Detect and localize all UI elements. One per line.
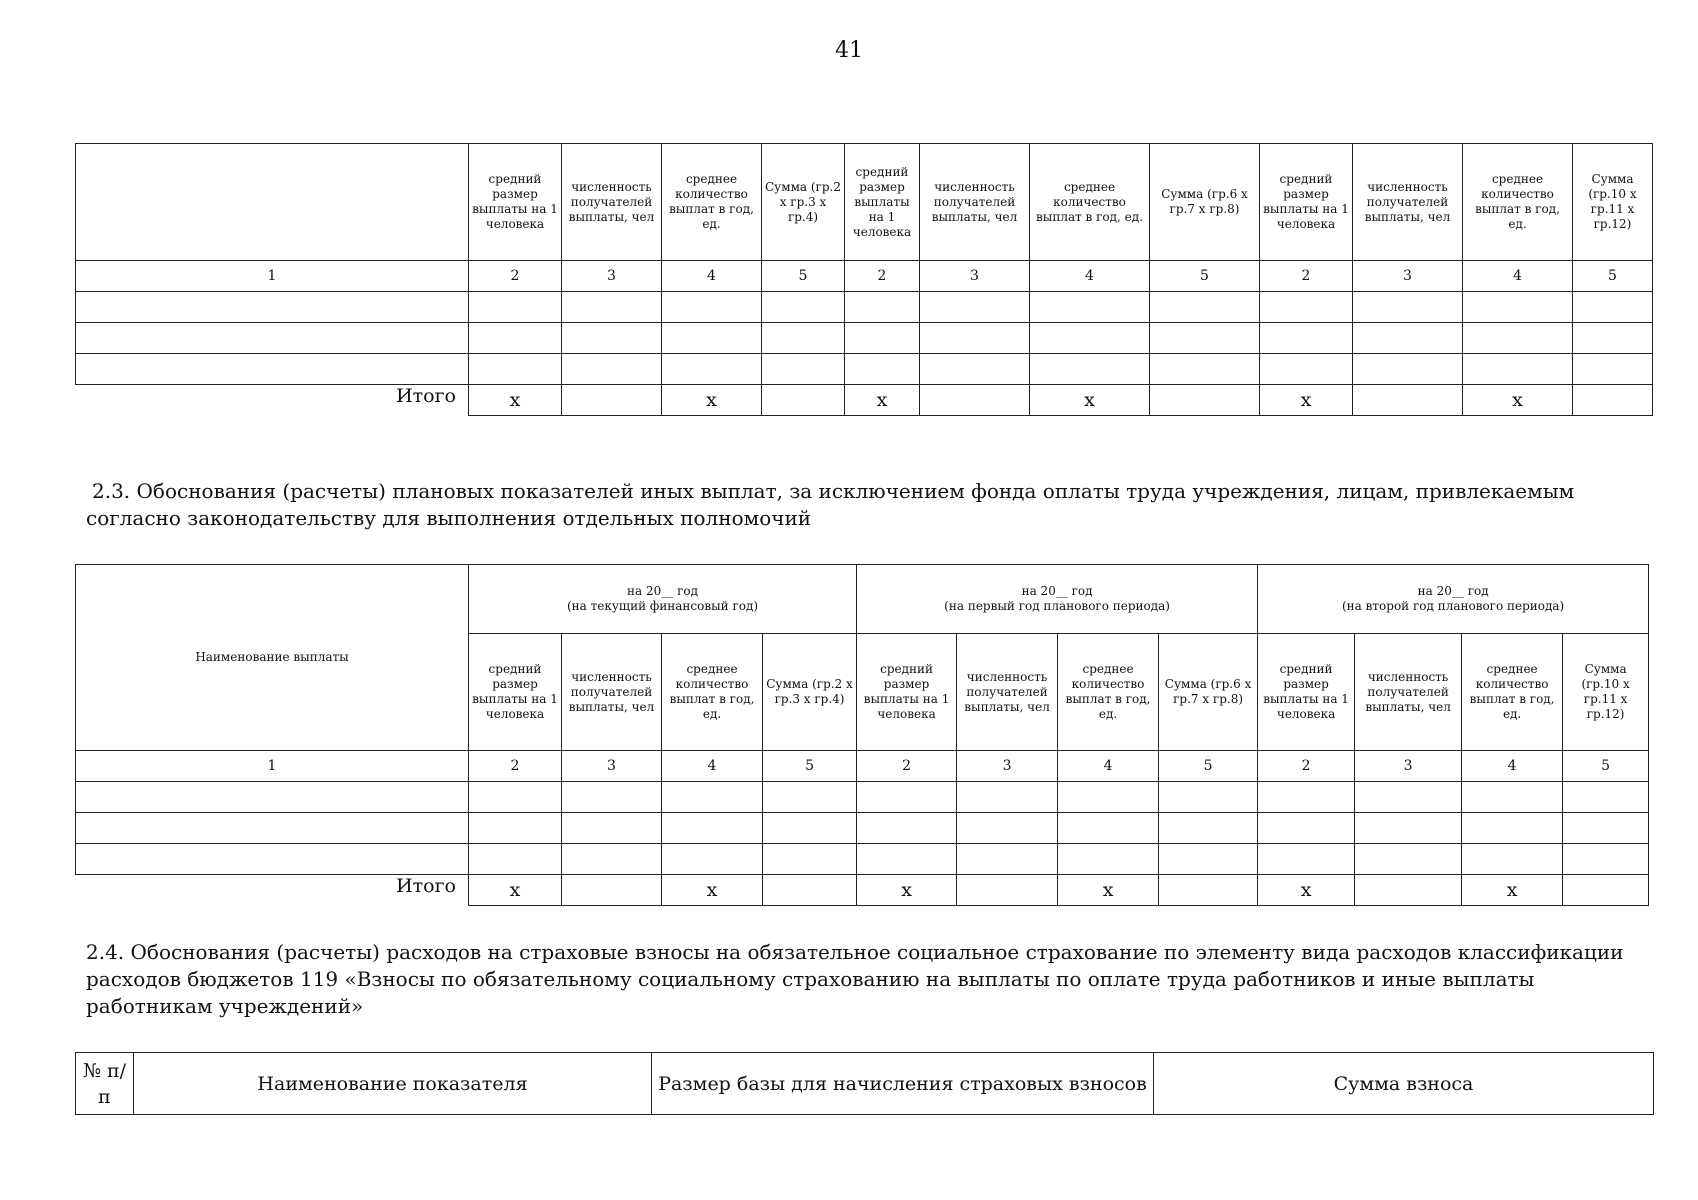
header-cell: среднее количество выплат в год, ед. bbox=[662, 634, 763, 751]
column-number: 3 bbox=[957, 751, 1058, 782]
total-cell bbox=[763, 875, 857, 906]
total-label: Итого bbox=[76, 875, 469, 906]
total-cell bbox=[1573, 385, 1653, 416]
total-cell bbox=[562, 385, 662, 416]
total-cell: x bbox=[857, 875, 957, 906]
header-cell: средний размер выплаты на 1 человека bbox=[845, 144, 920, 261]
header-cell: средний размер выплаты на 1 человека bbox=[1258, 634, 1355, 751]
header-cell: среднее количество выплат в год, ед. bbox=[1463, 144, 1573, 261]
column-number: 3 bbox=[562, 261, 662, 292]
column-number: 2 bbox=[469, 751, 562, 782]
column-number: 2 bbox=[469, 261, 562, 292]
period-desc: (на текущий финансовый год) bbox=[566, 599, 759, 613]
period-header-first-plan bbox=[857, 565, 1258, 634]
table-row bbox=[76, 323, 1653, 354]
column-number: 1 bbox=[76, 261, 469, 292]
total-cell bbox=[1355, 875, 1462, 906]
table-insurance-contributions bbox=[75, 1052, 1654, 1115]
header-cell: средний размер выплаты на 1 человека bbox=[1260, 144, 1353, 261]
total-cell: x bbox=[845, 385, 920, 416]
period-desc: (на первый год планового периода) bbox=[944, 599, 1170, 613]
column-number-row bbox=[76, 751, 1649, 782]
header-cell: среднее количество выплат в год, ед. bbox=[1462, 634, 1563, 751]
total-cell: x bbox=[662, 385, 762, 416]
total-cell bbox=[1150, 385, 1260, 416]
column-number: 4 bbox=[1058, 751, 1159, 782]
header-cell: Сумма (гр.2 x гр.3 x гр.4) bbox=[763, 634, 857, 751]
column-number-row bbox=[76, 261, 1653, 292]
total-cell bbox=[762, 385, 845, 416]
section-2-3-heading: 2.3. Обоснования (расчеты) плановых показателей иных выплат, за исключением фонда оплаты труда учреждения, лицам, привлекаемым согласно законодательству для выполнения отдельных полномочий bbox=[86, 479, 1575, 530]
total-cell: x bbox=[1462, 875, 1563, 906]
header-cell: Сумма взноса bbox=[1154, 1053, 1654, 1115]
header-cell: Сумма (гр.2 x гр.3 x гр.4) bbox=[762, 144, 845, 261]
column-number: 4 bbox=[1030, 261, 1150, 292]
period-header-row bbox=[76, 565, 1649, 634]
column-number: 2 bbox=[845, 261, 920, 292]
header-cell: средний размер выплаты на 1 человека bbox=[469, 144, 562, 261]
header-cell: среднее количество выплат в год, ед. bbox=[662, 144, 762, 261]
period-year: на 20__ год bbox=[1021, 584, 1093, 598]
column-number: 2 bbox=[1258, 751, 1355, 782]
header-cell: Наименование показателя bbox=[134, 1053, 652, 1115]
column-number: 3 bbox=[1355, 751, 1462, 782]
period-header-second-plan bbox=[1258, 565, 1649, 634]
total-row bbox=[76, 875, 1649, 906]
total-cell: x bbox=[469, 385, 562, 416]
header-cell: среднее количество выплат в год, ед. bbox=[1030, 144, 1150, 261]
header-cell: численность получателей выплаты, чел bbox=[1355, 634, 1462, 751]
total-cell: x bbox=[1463, 385, 1573, 416]
header-cell: численность получателей выплаты, чел bbox=[562, 634, 662, 751]
table-row bbox=[76, 782, 1649, 813]
header-cell: Сумма (гр.10 x гр.11 x гр.12) bbox=[1563, 634, 1649, 751]
period-year: на 20__ год bbox=[1417, 584, 1489, 598]
table-row bbox=[76, 292, 1653, 323]
column-number: 3 bbox=[920, 261, 1030, 292]
column-number: 4 bbox=[1463, 261, 1573, 292]
column-number: 3 bbox=[1353, 261, 1463, 292]
total-cell bbox=[920, 385, 1030, 416]
header-cell: Сумма (гр.6 x гр.7 x гр.8) bbox=[1150, 144, 1260, 261]
header-cell: средний размер выплаты на 1 человека bbox=[469, 634, 562, 751]
period-desc: (на второй год планового периода) bbox=[1342, 599, 1565, 613]
table-row bbox=[76, 813, 1649, 844]
header-cell bbox=[76, 144, 469, 261]
header-cell: средний размер выплаты на 1 человека bbox=[857, 634, 957, 751]
total-cell: x bbox=[469, 875, 562, 906]
page-number: 41 bbox=[835, 38, 863, 63]
column-number: 4 bbox=[662, 261, 762, 292]
total-row bbox=[76, 385, 1653, 416]
header-cell: численность получателей выплаты, чел bbox=[920, 144, 1030, 261]
header-cell: Размер базы для начисления страховых взносов bbox=[652, 1053, 1154, 1115]
column-number: 4 bbox=[662, 751, 763, 782]
total-cell: x bbox=[1258, 875, 1355, 906]
column-number: 5 bbox=[1150, 261, 1260, 292]
total-cell: x bbox=[1058, 875, 1159, 906]
column-number: 5 bbox=[763, 751, 857, 782]
table-header-row bbox=[76, 144, 1653, 261]
total-cell: x bbox=[1260, 385, 1353, 416]
header-cell: численность получателей выплаты, чел bbox=[1353, 144, 1463, 261]
column-number: 5 bbox=[762, 261, 845, 292]
header-cell: № п/п bbox=[76, 1053, 134, 1115]
header-cell: среднее количество выплат в год, ед. bbox=[1058, 634, 1159, 751]
period-year: на 20__ год bbox=[627, 584, 698, 598]
column-number: 5 bbox=[1563, 751, 1649, 782]
table-other-payments bbox=[75, 564, 1649, 906]
header-cell: Сумма (гр.10 x гр.11 x гр.12) bbox=[1573, 144, 1653, 261]
payment-name-header: Наименование выплаты bbox=[76, 565, 469, 751]
column-number: 3 bbox=[562, 751, 662, 782]
column-number: 5 bbox=[1573, 261, 1653, 292]
total-cell bbox=[562, 875, 662, 906]
header-cell: численность получателей выплаты, чел bbox=[562, 144, 662, 261]
column-number: 2 bbox=[857, 751, 957, 782]
total-cell bbox=[957, 875, 1058, 906]
table-payments-1 bbox=[75, 143, 1653, 416]
table-row bbox=[76, 844, 1649, 875]
column-number: 2 bbox=[1260, 261, 1353, 292]
header-cell: численность получателей выплаты, чел bbox=[957, 634, 1058, 751]
section-2-4-heading: 2.4. Обоснования (расчеты) расходов на страховые взносы на обязательное социальное страхование по элементу вида расходов классификации расходов бюджетов 119 «Взносы по обязательному социальному страхованию на выплаты по оплате труда работников и иные выплаты работникам учреждений» bbox=[86, 940, 1624, 1018]
column-number: 1 bbox=[76, 751, 469, 782]
total-cell bbox=[1159, 875, 1258, 906]
column-number: 5 bbox=[1159, 751, 1258, 782]
period-header-current bbox=[469, 565, 857, 634]
table-header-row bbox=[76, 1053, 1654, 1115]
total-cell bbox=[1353, 385, 1463, 416]
total-cell: x bbox=[1030, 385, 1150, 416]
total-cell bbox=[1563, 875, 1649, 906]
header-cell: Сумма (гр.6 x гр.7 x гр.8) bbox=[1159, 634, 1258, 751]
total-label: Итого bbox=[76, 385, 469, 416]
table-row bbox=[76, 354, 1653, 385]
total-cell: x bbox=[662, 875, 763, 906]
column-number: 4 bbox=[1462, 751, 1563, 782]
